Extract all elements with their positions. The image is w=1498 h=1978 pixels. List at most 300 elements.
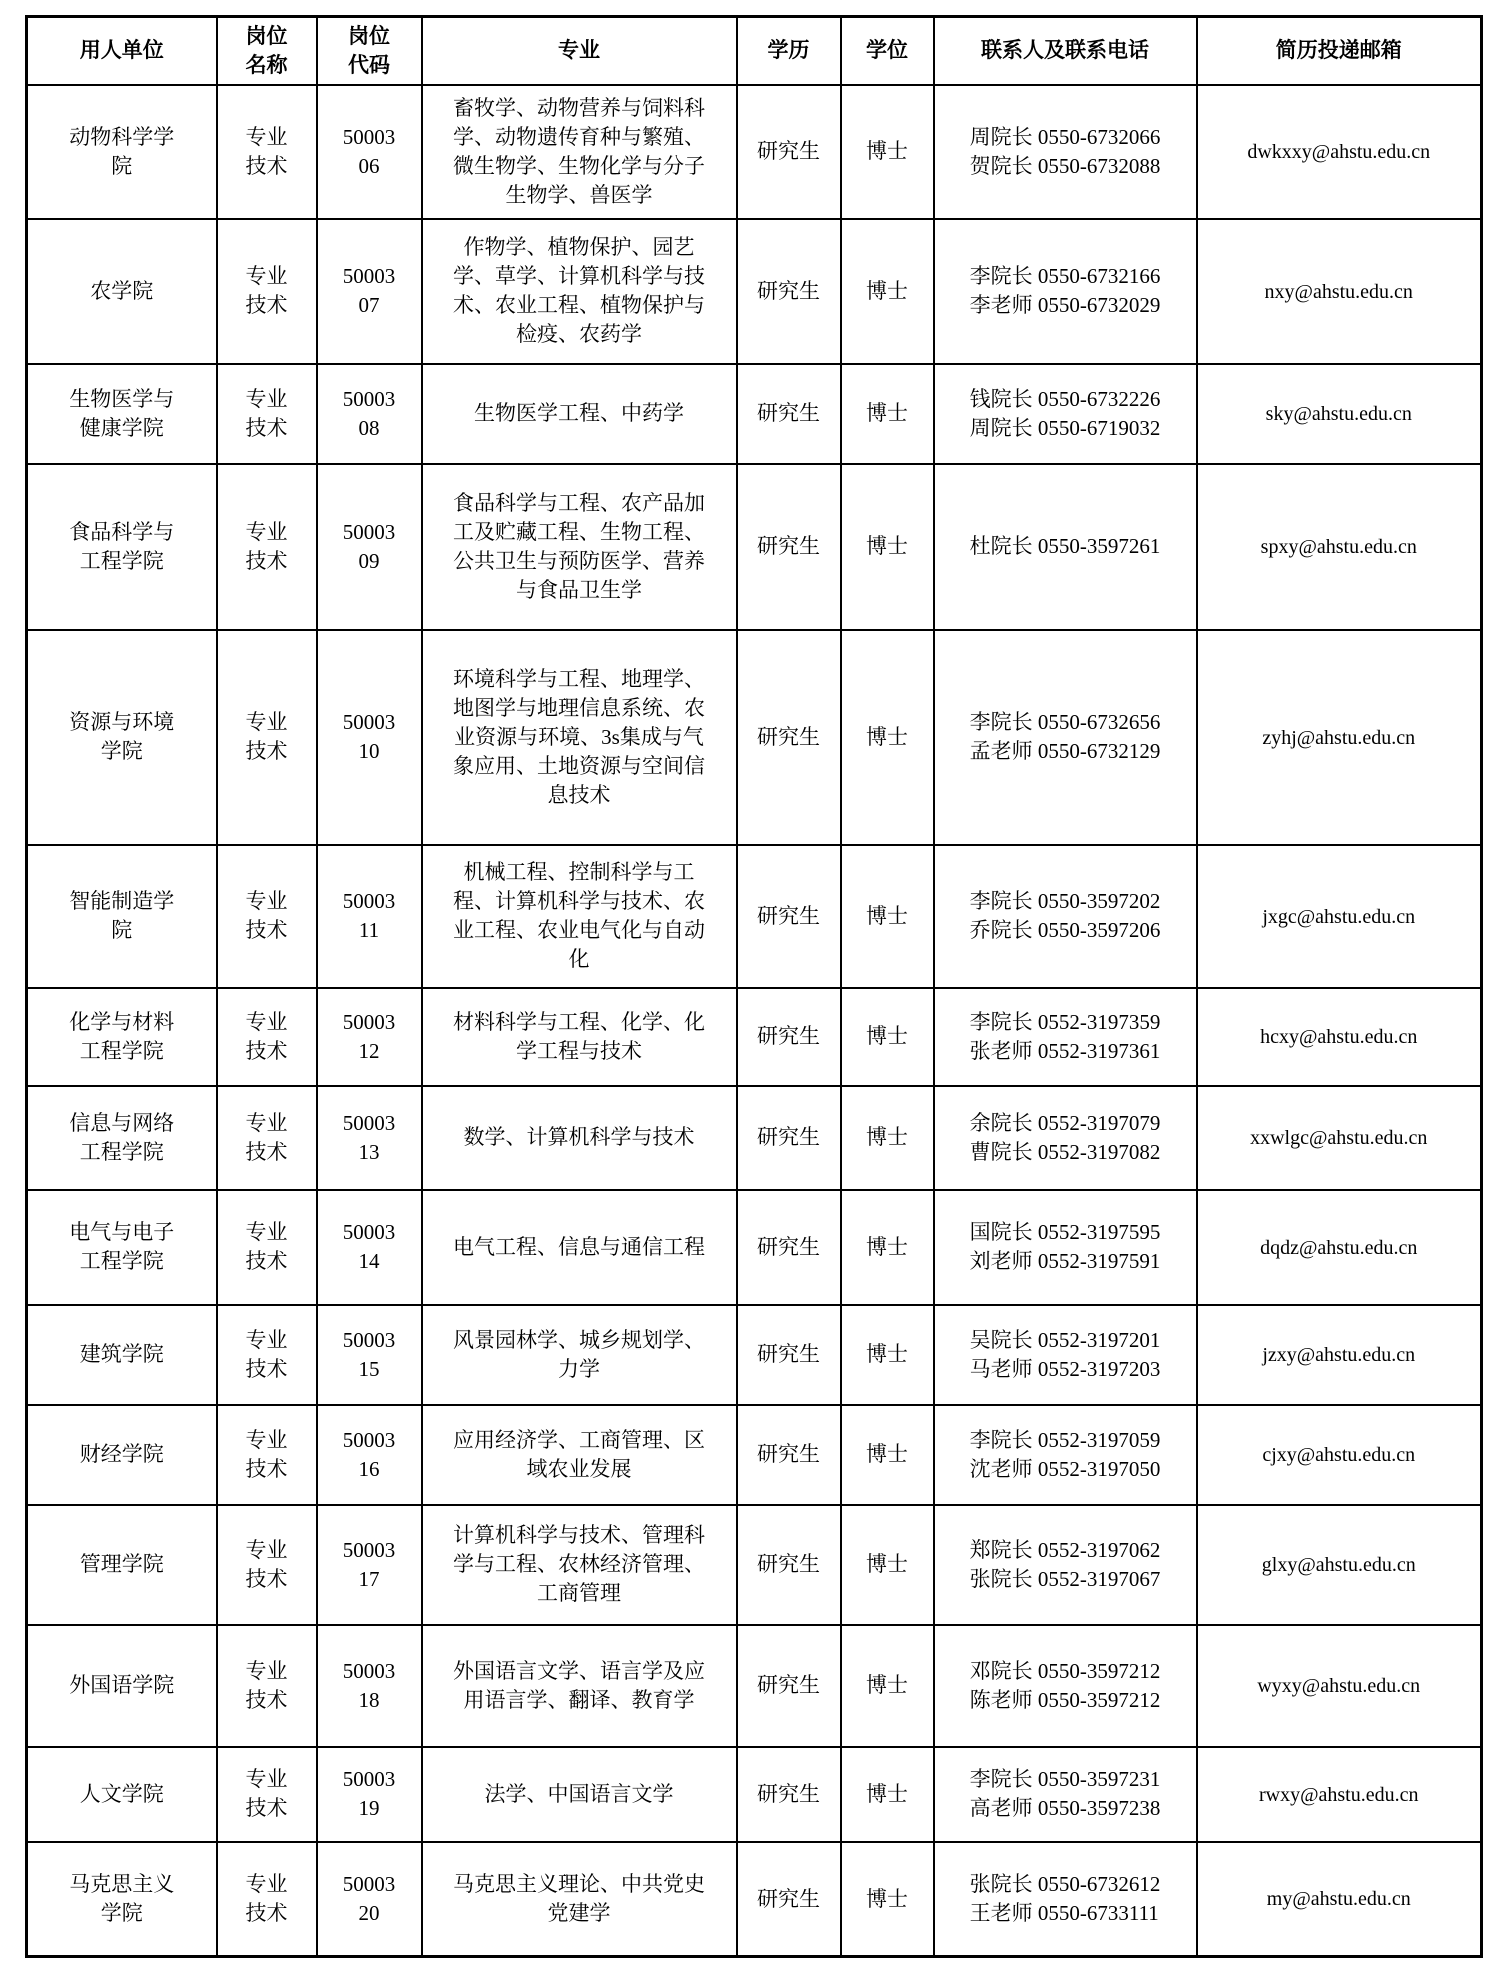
table-row — [27, 1505, 1482, 1625]
majors: 材料科学与工程、化学、化学工程与技术 — [453, 1009, 705, 1063]
contact-line-1: 国院长 0552-3197595 — [969, 1220, 1161, 1245]
cell-email — [1197, 988, 1482, 1086]
contact-line-2: 刘老师 0552-3197591 — [969, 1249, 1161, 1274]
cell-unit — [27, 1747, 217, 1842]
email: xxwlgc@ahstu.edu.cn — [1250, 1127, 1428, 1150]
cell-post-name — [217, 988, 317, 1086]
degree: 博士 — [866, 1024, 908, 1049]
cell-majors — [422, 630, 737, 845]
post-code: 5000314 — [342, 1220, 396, 1274]
contact-line-1: 张院长 0550-6732612 — [969, 1872, 1161, 1897]
degree: 博士 — [866, 1234, 908, 1259]
cell-majors — [422, 1505, 737, 1625]
contact-line-2: 陈老师 0550-3597212 — [969, 1687, 1161, 1712]
unit-name: 财经学院 — [79, 1442, 164, 1467]
majors: 环境科学与工程、地理学、地图学与地理信息系统、农业资源与环境、3s集成与气象应用、土地资源与空间信息技术 — [453, 666, 705, 807]
degree: 博士 — [866, 139, 908, 164]
header-majors — [422, 17, 737, 85]
cell-education — [737, 1625, 841, 1747]
cell-degree — [841, 988, 934, 1086]
cell-unit — [27, 219, 217, 364]
table-row — [27, 845, 1482, 988]
cell-education — [737, 219, 841, 364]
cell-majors — [422, 845, 737, 988]
contact-line-2: 张老师 0552-3197361 — [969, 1038, 1161, 1063]
post-code: 5000311 — [342, 889, 396, 943]
majors: 作物学、植物保护、园艺学、草学、计算机科学与技术、农业工程、植物保护与检疫、农药学 — [453, 235, 705, 347]
post-code: 5000315 — [342, 1327, 396, 1381]
cell-post-name — [217, 1747, 317, 1842]
education: 研究生 — [757, 1886, 820, 1911]
cell-email — [1197, 1747, 1482, 1842]
education: 研究生 — [757, 1552, 820, 1577]
cell-unit — [27, 1305, 217, 1405]
education: 研究生 — [757, 278, 820, 303]
cell-contacts — [934, 630, 1197, 845]
contact-line-1: 郑院长 0552-3197062 — [969, 1537, 1161, 1562]
contact-line-2: 乔院长 0550-3597206 — [969, 918, 1161, 943]
cell-education — [737, 630, 841, 845]
cell-education — [737, 1305, 841, 1405]
email: glxy@ahstu.edu.cn — [1261, 1554, 1416, 1577]
cell-unit — [27, 1405, 217, 1505]
cell-contacts — [934, 1086, 1197, 1190]
header-contacts-label: 联系人及联系电话 — [981, 38, 1149, 63]
cell-education — [737, 1747, 841, 1842]
unit-name: 信息与网络工程学院 — [69, 1110, 175, 1164]
cell-post-code — [317, 1190, 422, 1305]
cell-post-code — [317, 1305, 422, 1405]
post-name: 专业技术 — [245, 1767, 288, 1821]
cell-post-name — [217, 85, 317, 219]
email: jxgc@ahstu.edu.cn — [1262, 905, 1416, 928]
email: wyxy@ahstu.edu.cn — [1257, 1675, 1421, 1698]
table-row — [27, 219, 1482, 364]
cell-contacts — [934, 845, 1197, 988]
contacts-block — [970, 1870, 1161, 1928]
post-name: 专业技术 — [245, 386, 288, 440]
majors: 马克思主义理论、中共党史党建学 — [453, 1872, 705, 1926]
cell-post-code — [317, 1842, 422, 1957]
cell-education — [737, 1842, 841, 1957]
email: dqdz@ahstu.edu.cn — [1260, 1236, 1418, 1259]
post-name: 专业技术 — [245, 124, 288, 178]
cell-unit — [27, 85, 217, 219]
contact-line-1: 吴院长 0552-3197201 — [969, 1327, 1161, 1352]
cell-degree — [841, 1305, 934, 1405]
header-unit — [27, 17, 217, 85]
cell-degree — [841, 1505, 934, 1625]
post-code: 5000308 — [342, 386, 396, 440]
cell-unit — [27, 630, 217, 845]
contacts-block — [970, 1326, 1161, 1384]
post-name: 专业技术 — [245, 1427, 288, 1481]
education: 研究生 — [757, 1442, 820, 1467]
cell-degree — [841, 219, 934, 364]
cell-unit — [27, 364, 217, 464]
cell-majors — [422, 1405, 737, 1505]
unit-name: 外国语学院 — [69, 1673, 175, 1698]
contact-line-2: 李老师 0550-6732029 — [969, 293, 1161, 318]
contact-line-2: 马老师 0552-3197203 — [969, 1356, 1161, 1381]
cell-contacts — [934, 1405, 1197, 1505]
table-row — [27, 364, 1482, 464]
cell-education — [737, 1505, 841, 1625]
cell-unit — [27, 1086, 217, 1190]
contact-line-1: 钱院长 0550-6732226 — [969, 386, 1161, 411]
post-name: 专业技术 — [245, 1658, 288, 1712]
post-name: 专业技术 — [245, 1537, 288, 1591]
email: dwkxxy@ahstu.edu.cn — [1247, 141, 1431, 164]
post-name: 专业技术 — [245, 1110, 288, 1164]
cell-majors — [422, 988, 737, 1086]
cell-unit — [27, 464, 217, 630]
degree: 博士 — [866, 401, 908, 426]
cell-majors — [422, 1305, 737, 1405]
contacts-block — [970, 385, 1161, 443]
education: 研究生 — [757, 401, 820, 426]
email: jzxy@ahstu.edu.cn — [1262, 1344, 1416, 1367]
cell-email — [1197, 845, 1482, 988]
contacts-block — [970, 532, 1161, 561]
cell-majors — [422, 1625, 737, 1747]
majors: 法学、中国语言文学 — [484, 1781, 674, 1806]
header-row — [27, 17, 1482, 85]
cell-post-code — [317, 1505, 422, 1625]
post-name: 专业技术 — [245, 519, 288, 573]
contact-line-2: 高老师 0550-3597238 — [969, 1796, 1161, 1821]
contact-line-1: 周院长 0550-6732066 — [969, 124, 1161, 149]
contact-line-2: 沈老师 0552-3197050 — [969, 1456, 1161, 1481]
post-name: 专业技术 — [245, 1327, 288, 1381]
cell-email — [1197, 85, 1482, 219]
unit-name: 农学院 — [90, 278, 154, 303]
cell-education — [737, 845, 841, 988]
cell-degree — [841, 85, 934, 219]
header-degree-label: 学位 — [866, 38, 908, 63]
table-row — [27, 85, 1482, 219]
cell-majors — [422, 1086, 737, 1190]
post-code: 5000320 — [342, 1872, 396, 1926]
unit-name: 电气与电子工程学院 — [69, 1220, 175, 1274]
cell-degree — [841, 464, 934, 630]
cell-contacts — [934, 1305, 1197, 1405]
contacts-block — [970, 262, 1161, 320]
post-code: 5000312 — [342, 1009, 396, 1063]
contacts-block — [970, 708, 1161, 766]
table-header — [27, 17, 1482, 85]
education: 研究生 — [757, 1673, 820, 1698]
table-row — [27, 1842, 1482, 1957]
cell-email — [1197, 1190, 1482, 1305]
cell-post-name — [217, 630, 317, 845]
cell-degree — [841, 1086, 934, 1190]
table-row — [27, 1405, 1482, 1505]
education: 研究生 — [757, 139, 820, 164]
cell-majors — [422, 1747, 737, 1842]
post-code: 5000309 — [342, 519, 396, 573]
unit-name: 食品科学与工程学院 — [69, 519, 175, 573]
degree: 博士 — [866, 278, 908, 303]
cell-majors — [422, 1190, 737, 1305]
cell-email — [1197, 1625, 1482, 1747]
email: nxy@ahstu.edu.cn — [1264, 280, 1413, 303]
post-code: 5000307 — [342, 264, 396, 318]
degree: 博士 — [866, 1886, 908, 1911]
post-code: 5000319 — [342, 1767, 396, 1821]
cell-degree — [841, 1190, 934, 1305]
contact-line-1: 余院长 0552-3197079 — [969, 1110, 1161, 1135]
cell-email — [1197, 464, 1482, 630]
contact-line-2: 曹院长 0552-3197082 — [969, 1139, 1161, 1164]
post-name: 专业技术 — [245, 264, 288, 318]
cell-post-code — [317, 845, 422, 988]
degree: 博士 — [866, 534, 908, 559]
cell-degree — [841, 630, 934, 845]
recruitment-table — [25, 15, 1483, 1958]
cell-unit — [27, 845, 217, 988]
education: 研究生 — [757, 1781, 820, 1806]
cell-post-code — [317, 219, 422, 364]
table-row — [27, 1305, 1482, 1405]
education: 研究生 — [757, 724, 820, 749]
cell-unit — [27, 1505, 217, 1625]
post-code: 5000317 — [342, 1537, 396, 1591]
header-education-label: 学历 — [767, 38, 810, 63]
cell-post-name — [217, 1842, 317, 1957]
header-unit-label: 用人单位 — [79, 38, 164, 63]
cell-contacts — [934, 1625, 1197, 1747]
cell-post-code — [317, 364, 422, 464]
cell-contacts — [934, 1842, 1197, 1957]
cell-majors — [422, 85, 737, 219]
unit-name: 智能制造学院 — [69, 889, 175, 943]
majors: 计算机科学与技术、管理科学与工程、农林经济管理、工商管理 — [453, 1523, 705, 1606]
majors: 机械工程、控制科学与工程、计算机科学与技术、农业工程、农业电气化与自动化 — [453, 860, 705, 972]
contacts-block — [970, 887, 1161, 945]
header-post-label: 岗位名称 — [245, 24, 288, 77]
contacts-block — [970, 1765, 1161, 1823]
header-degree — [841, 17, 934, 85]
cell-education — [737, 1190, 841, 1305]
degree: 博士 — [866, 1125, 908, 1150]
cell-contacts — [934, 219, 1197, 364]
contact-line-1: 李院长 0550-3597202 — [969, 889, 1161, 914]
degree: 博士 — [866, 724, 908, 749]
header-majors-label: 专业 — [558, 38, 600, 63]
cell-email — [1197, 1086, 1482, 1190]
cell-education — [737, 464, 841, 630]
education: 研究生 — [757, 534, 820, 559]
education: 研究生 — [757, 1125, 820, 1150]
cell-contacts — [934, 464, 1197, 630]
cell-post-name — [217, 1190, 317, 1305]
table-row — [27, 630, 1482, 845]
cell-majors — [422, 219, 737, 364]
contacts-block — [970, 1426, 1161, 1484]
header-email — [1197, 17, 1482, 85]
cell-majors — [422, 464, 737, 630]
cell-contacts — [934, 988, 1197, 1086]
email: cjxy@ahstu.edu.cn — [1262, 1444, 1416, 1467]
contacts-block — [970, 1008, 1161, 1066]
degree: 博士 — [866, 1342, 908, 1367]
header-code-label: 岗位代码 — [347, 24, 390, 77]
table-row — [27, 1086, 1482, 1190]
majors: 食品科学与工程、农产品加工及贮藏工程、生物工程、公共卫生与预防医学、营养与食品卫生学 — [453, 490, 705, 602]
cell-education — [737, 988, 841, 1086]
majors: 应用经济学、工商管理、区域农业发展 — [453, 1427, 705, 1481]
contact-line-1: 李院长 0552-3197059 — [969, 1427, 1161, 1452]
header-education — [737, 17, 841, 85]
unit-name: 马克思主义学院 — [69, 1872, 175, 1926]
unit-name: 生物医学与健康学院 — [69, 386, 175, 440]
post-code: 5000318 — [342, 1658, 396, 1712]
cell-email — [1197, 630, 1482, 845]
majors: 生物医学工程、中药学 — [474, 401, 684, 426]
cell-contacts — [934, 1190, 1197, 1305]
cell-post-name — [217, 1625, 317, 1747]
cell-degree — [841, 364, 934, 464]
header-code — [317, 17, 422, 85]
header-email-label: 简历投递邮箱 — [1275, 38, 1402, 63]
cell-contacts — [934, 1747, 1197, 1842]
cell-email — [1197, 1305, 1482, 1405]
contact-line-2: 王老师 0550-6733111 — [969, 1901, 1159, 1926]
cell-post-code — [317, 1405, 422, 1505]
contacts-block — [970, 1657, 1161, 1715]
degree: 博士 — [866, 1781, 908, 1806]
table-body — [27, 85, 1482, 1957]
contact-line-2: 孟老师 0550-6732129 — [969, 739, 1161, 764]
cell-post-name — [217, 1505, 317, 1625]
contact-line-1: 李院长 0550-6732656 — [969, 710, 1161, 735]
cell-post-code — [317, 988, 422, 1086]
post-code: 5000306 — [342, 124, 396, 178]
email: spxy@ahstu.edu.cn — [1260, 536, 1417, 559]
email: hcxy@ahstu.edu.cn — [1260, 1026, 1418, 1049]
contacts-block — [970, 123, 1161, 181]
cell-degree — [841, 845, 934, 988]
cell-degree — [841, 1625, 934, 1747]
table-row — [27, 1625, 1482, 1747]
contact-line-1: 李院长 0552-3197359 — [969, 1009, 1161, 1034]
education: 研究生 — [757, 1234, 820, 1259]
cell-education — [737, 85, 841, 219]
header-contacts — [934, 17, 1197, 85]
contact-line-1: 杜院长 0550-3597261 — [969, 534, 1161, 559]
cell-degree — [841, 1405, 934, 1505]
email: my@ahstu.edu.cn — [1266, 1888, 1411, 1911]
contacts-block — [970, 1109, 1161, 1167]
cell-post-code — [317, 85, 422, 219]
contacts-block — [970, 1536, 1161, 1594]
education: 研究生 — [757, 903, 820, 928]
post-name: 专业技术 — [245, 710, 288, 764]
cell-email — [1197, 1505, 1482, 1625]
cell-post-name — [217, 364, 317, 464]
cell-post-name — [217, 219, 317, 364]
cell-degree — [841, 1842, 934, 1957]
email: sky@ahstu.edu.cn — [1265, 403, 1412, 426]
cell-email — [1197, 1405, 1482, 1505]
table-row — [27, 1190, 1482, 1305]
cell-post-name — [217, 464, 317, 630]
cell-unit — [27, 1190, 217, 1305]
email: rwxy@ahstu.edu.cn — [1259, 1783, 1419, 1806]
cell-post-name — [217, 1405, 317, 1505]
unit-name: 化学与材料工程学院 — [69, 1009, 175, 1063]
degree: 博士 — [866, 1442, 908, 1467]
cell-post-code — [317, 1747, 422, 1842]
unit-name: 资源与环境学院 — [69, 710, 175, 764]
contact-line-1: 李院长 0550-3597231 — [969, 1767, 1161, 1792]
cell-unit — [27, 988, 217, 1086]
table-row — [27, 1747, 1482, 1842]
education: 研究生 — [757, 1024, 820, 1049]
post-name: 专业技术 — [245, 1009, 288, 1063]
contact-line-2: 张院长 0552-3197067 — [969, 1566, 1161, 1591]
header-post — [217, 17, 317, 85]
cell-post-code — [317, 1625, 422, 1747]
contact-line-1: 邓院长 0550-3597212 — [969, 1658, 1161, 1683]
cell-majors — [422, 1842, 737, 1957]
majors: 数学、计算机科学与技术 — [463, 1125, 695, 1150]
cell-education — [737, 1405, 841, 1505]
contact-line-2: 贺院长 0550-6732088 — [969, 153, 1161, 178]
degree: 博士 — [866, 903, 908, 928]
post-code: 5000313 — [342, 1110, 396, 1164]
majors: 风景园林学、城乡规划学、力学 — [453, 1327, 705, 1381]
post-code: 5000316 — [342, 1427, 396, 1481]
education: 研究生 — [757, 1342, 820, 1367]
post-name: 专业技术 — [245, 1872, 288, 1926]
cell-unit — [27, 1842, 217, 1957]
cell-email — [1197, 1842, 1482, 1957]
table-row — [27, 464, 1482, 630]
cell-contacts — [934, 85, 1197, 219]
majors: 电气工程、信息与通信工程 — [453, 1234, 705, 1259]
cell-unit — [27, 1625, 217, 1747]
majors: 畜牧学、动物营养与饲料科学、动物遗传育种与繁殖、微生物学、生物化学与分子生物学、兽医学 — [453, 95, 705, 207]
table-row — [27, 988, 1482, 1086]
contacts-block — [970, 1218, 1161, 1276]
cell-email — [1197, 364, 1482, 464]
cell-post-name — [217, 1305, 317, 1405]
degree: 博士 — [866, 1552, 908, 1577]
cell-post-code — [317, 630, 422, 845]
post-name: 专业技术 — [245, 889, 288, 943]
contact-line-2: 周院长 0550-6719032 — [969, 415, 1161, 440]
cell-contacts — [934, 364, 1197, 464]
cell-degree — [841, 1747, 934, 1842]
unit-name: 建筑学院 — [79, 1342, 164, 1367]
post-name: 专业技术 — [245, 1220, 288, 1274]
contact-line-1: 李院长 0550-6732166 — [969, 264, 1161, 289]
cell-post-code — [317, 464, 422, 630]
unit-name: 管理学院 — [79, 1552, 164, 1577]
cell-education — [737, 1086, 841, 1190]
cell-education — [737, 364, 841, 464]
cell-post-name — [217, 845, 317, 988]
degree: 博士 — [866, 1673, 908, 1698]
cell-post-code — [317, 1086, 422, 1190]
cell-post-name — [217, 1086, 317, 1190]
unit-name: 人文学院 — [79, 1781, 164, 1806]
post-code: 5000310 — [342, 710, 396, 764]
cell-email — [1197, 219, 1482, 364]
cell-majors — [422, 364, 737, 464]
